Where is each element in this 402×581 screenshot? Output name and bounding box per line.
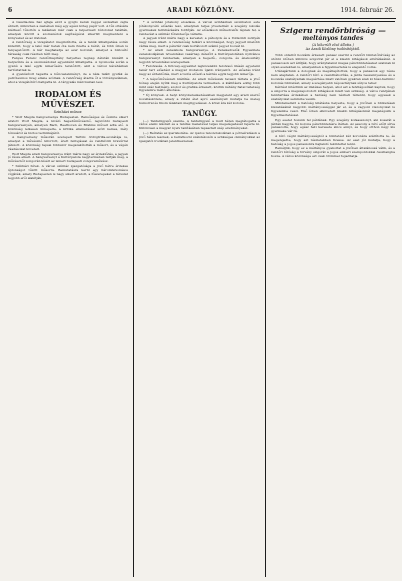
article-paragraph: A rendőrség a vizsgálatot megindította, és a tanúk kihallgatása során kiderült, hogy a lakó már hetek óta nem fizette a bérét, és több ízben is fenyegetőzött. A kár meghaladja az ezer koronát, amelyet a biztosító társaság csak részben térít meg.	[8, 40, 128, 56]
feature-header	[271, 21, 395, 51]
column-right	[271, 21, 395, 577]
column-middle	[139, 21, 260, 577]
article-paragraph: * Az aradi zeneiskola hangversenye. A Zenekedvelők Egyesülete zeneiskolájának növendékei vasárnap délelőtt a Kultúrpalotában nyilvános hangversenyt rendeznek, amelyen a hegedű-, zongora- és énekosztály legjobb növendékei szerepelnek.	[139, 48, 260, 65]
feature-title-second-line: meltányos tandes	[302, 35, 364, 42]
article-paragraph: Utánajártunk a dolognak és megállapítottuk, hogy a panaszok egy része nem alaptalan. A rendőri bíró a csendháborítás, a járda beszennyezése és a kocsizás szabályainak megsértése miatt valóban gyakran szab ki húsz-harminc koronás büntetést, amely a szegényebb néposztálynak súlyos teher.	[271, 69, 395, 85]
article-paragraph: (—) Beíratás az ipariskolába. Az iparos tanonciskolában a pótbeíratások a jövő héten lesznek, a beiratkozni szándékozók a szükséges okmányokkal az igazgatói irodában jelentkezzenek.	[139, 130, 260, 143]
section-heading-education: TANÜGY.	[181, 108, 218, 118]
article-paragraph: A Gaudia-féle ház ajtaja előtt a gyújtó kerék reggel szokatlan zajra ébredt, miközben a zsebében még egy egész köteg papír volt. A tűz oltására kiérkező tűzoltók a lakásban már csak a felperzselt bútorokat találták, amelyek között a szomszédok segítségével sikerült megmenteni a könyveket és az iratokat.	[8, 21, 128, 40]
article-paragraph: Egy esetet hozunk fel példának. Egy szegény kofaasszonyt, aki kosarát a járdán hagyta, tíz korona pénzbüntetésre ítéltek. Az asszony a bíró előtt sírva panaszolta, hogy egész heti keresete sincs ennyi, és hogy otthon négy kis gyermeke vár rá.	[271, 117, 395, 134]
article-paragraph: A gyanúsított tagadta a bűncselekményt, de a nála talált gyufák és petróleumos üveg ellene szólnak. A rendőrség átadta őt a törvényszéknek, ahol a vizsgálóbíró hallgatta ki. A tárgyalás márciusban lesz.	[8, 72, 128, 85]
column-rule	[133, 21, 134, 577]
article-paragraph: Kérdést intéztünk az illetékes helyen, ahol azt a felvilágosítást kaptuk, hogy a szigorra a megszaporodott kihágások miatt van szükség. A város rendjének fenntartása érdekében a hatóság nem nézheti tétlenül, hogy egyesek a szabályokat semmibe veszik.	[271, 85, 395, 102]
section-heading-literature: IRODALOM ÉS MŰVÉSZET.	[34, 89, 102, 109]
article-paragraph: * Felolvasás. A Kölcsey-egyesület legközelebbi felolvasó ülésén egyetemi tanár tart előadást a magyar irodalom újabb irányairól. Az előadás iránt nagy az érdeklődés, mert a tudós előadó a kérdés egyik legjobb ismerője.	[139, 64, 260, 77]
newspaper-title: ARADI KÖZLÖNY.	[167, 7, 235, 14]
article-paragraph: Több oldalról hozzánk érkezett panasz szerint a rendőri büntetőbíróság az utóbbi időben különös szigorral jár el a kisebb kihágások elbírálásánál. A panaszosok azt állítják, hogy aránytalanul magas pénzbüntetéseket szabnak ki olyan esetekben is, amelyekben a figyelmeztetés is elegendő volna.	[271, 53, 395, 69]
page-number: 6	[8, 7, 13, 14]
feature-subtitle: (A kikerült első állatia.)	[312, 42, 354, 47]
article-paragraph: * Új könyvek. A helyi könyvkereskedésekben megjelent egy aradi szerző novelláskötete, amely a vidéki élet apró eseményeit mutatja be meleg humorral és finom lélektani megfigyeléssel. A kötet ára két korona.	[139, 92, 260, 105]
article-paragraph: Wolf Magda aradi hangversenye iránt máris nagy az érdeklődés, a jegyek jó része elkelt. A hangversenyt a Kultúrpalota nagytermében tartják meg, a művésznőt zongorán kíséri az ismert budapesti zongoraművész.	[8, 151, 128, 164]
article-paragraph: A bíró végül méltányosságból a büntetést két koronára szállította le, és megengedte, hogy azt részletekben fizesse. Az eset jól mutatja, hogy a hatóság a jogos panaszokra hajlandó tekintettel lenni.	[271, 133, 395, 146]
article-paragraph: (—) Tanfelügyelői szemle. A tanfelügyelő a mult héten meglátogatta a város elemi iskoláit és a tanítás menetével teljes megelégedését fejezte ki. Különösen a magyar nyelv tanításában tapasztalt szép eredményeket.	[139, 118, 260, 131]
article-paragraph: * A képzőművészeti kiállítás. Az aradi művészek tavaszi tárlata a jövő hónap elején nyílik meg a Kultúrpalota termeiben. A kiállításra eddig több mint száz festmény, szobor és grafika érkezett, köztük néhány fiatal tehetség figyelemre méltó alkotása.	[139, 76, 260, 93]
article-paragraph: Fenyes Ferenc rendőrkapitány helyettes tegnap délután kiszállt a helyszínre és a szomszédokat egyenként kihallgatta. A nyomozás során a gyanú a lakó egyik ismerősére terelődött, akit a városi kávéházban tartóztattak le.	[8, 56, 128, 72]
article-paragraph: A jegyek iránt máris nagy a kereslet; a páholyok és a földszinti zsöllyék nagy része elkelt. A rendezőség felkéri a közönséget, hogy jegyeit mielőbb váltsa meg, mert a pénztár csak korlátozott számú jegyet bocsát ki.	[139, 36, 260, 48]
feature-title: Szigeru rendőrbiróság —	[280, 26, 386, 35]
article-paragraph: * A színház jótékony előadása. A városi színházban szombaton este jótékonycélú előadás lesz, amelynek teljes jövedelmét a szegény iskolás gyermekek felruházására fordítják. Az előadáson műkedvelők lépnek fel, a rendezést a színház főrendezője vállalta.	[139, 21, 260, 36]
feature-byline: Az Aradi Közlöny tudósítójától.	[305, 46, 361, 51]
column-rule	[265, 21, 266, 577]
article-paragraph: A hangverseny műsorán szerepelt Tartini ördögtrilla-szonátája is, amelyet a művésznő kiforrott, érett felfogással és rendkívüli bravúrral játszott. A közönség tapsai többször megszakították a műsort, és a végén ráadásokat követelt.	[8, 135, 128, 152]
article-paragraph: * Wolf Magda hangversenye Budapesten. Bensőséges és őszinte sikert aratott Wolf Magda, a kiváló hegedűművésznő, legutóbbi budapesti hangversenyén, amelyen Bach, Beethoven és Brahms műveit adta elő. A közönség lelkesen ünnepelte, a kritika elismeréssel szólt nemes, mély tónusáról és biztos technikájáról.	[8, 115, 128, 136]
article-paragraph: * Színházi hírek. A városi színház igazgatósága a jövő hétre érdekes újdonságot tűzött műsorra. Bemutatásra kerül egy háromfelvonásos vígjáték, amely Budapesten is nagy sikert aratott, a főszerepeket a társulat legjobb erői alakítják.	[8, 163, 128, 180]
article-paragraph: Mindamellett a hatóság kilátásba helyezte, hogy a jövőben a büntetések kiszabásánál nagyobb méltányossággal jár el, és a vagyoni viszonyokat is figyelembe veszi. Első ízben elkövetett kisebb kihágásoknál megelégszik a figyelmeztetéssel.	[271, 101, 395, 118]
section-subheading: Szinházi műsor.	[53, 110, 83, 114]
issue-date: 1914. február 26.	[340, 7, 394, 14]
column-left	[8, 21, 128, 577]
article-paragraph: Reméljük, hogy ez a méltányos gyakorlat a jövőben általánossá válik, és a rendőri bíróság a törvény szigorát a jogos emberi szempontokkal összhangba hozza. A város közönsége ezt csak örömmel fogadhatja.	[271, 145, 395, 158]
masthead	[6, 4, 396, 19]
